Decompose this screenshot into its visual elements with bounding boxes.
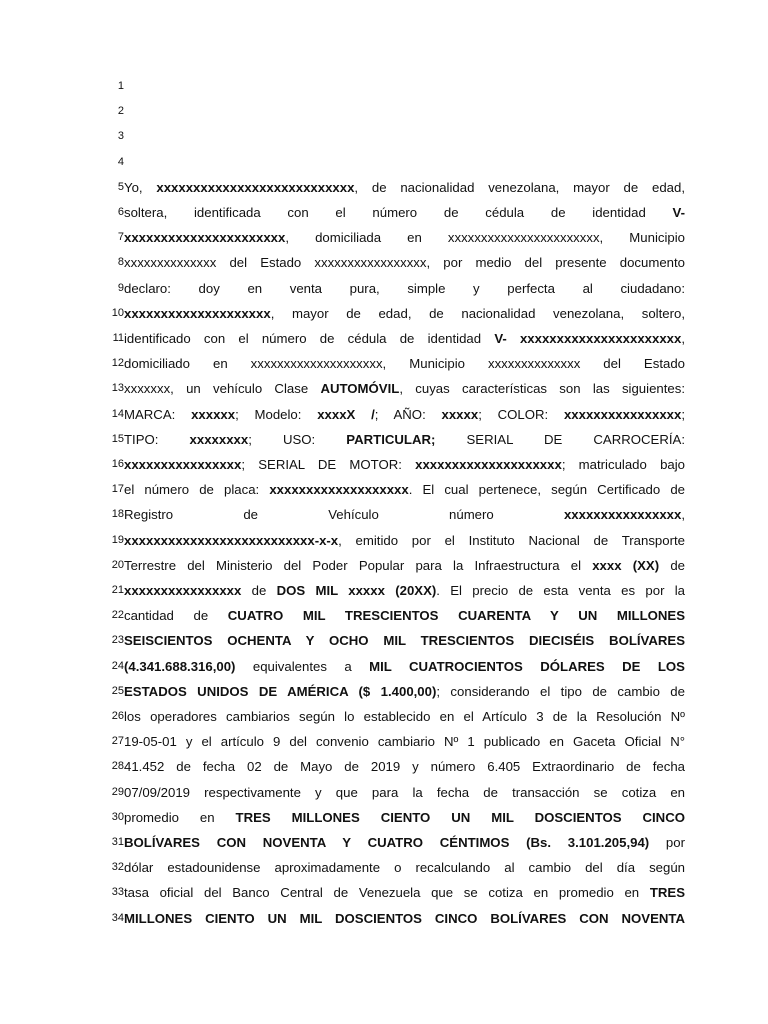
document-line: [0, 729, 768, 754]
bold-text: TRES: [649, 885, 685, 901]
bold-text: (4.341.688.316,00): [124, 658, 236, 674]
line-number: 20: [111, 558, 124, 571]
text-run: 07/09/2019 respectivamente y que para la fecha de transacción se cotiza en: [124, 784, 685, 800]
line-number: 4: [117, 155, 124, 168]
document-line: [0, 124, 768, 149]
bold-text: xxxxxxxxxxxxxxxxxxxxxxxxxxx: [156, 179, 355, 195]
text-run: xxxxxxxxxxxxxx del Estado xxxxxxxxxxxxxxxxx, por medio del presente documento: [124, 255, 685, 271]
bold-text: xxxxxxxxxxxxxxxx: [124, 583, 242, 598]
text-run: 19-05-01 y el artículo 9 del convenio cambiario Nº 1 publicado en Gaceta Oficial N°: [124, 734, 685, 750]
line-text: [124, 427, 685, 452]
document-line: [0, 906, 768, 931]
text-run: identificado con el número de cédula de identidad: [124, 331, 495, 346]
document-line: [0, 175, 768, 200]
bold-text: AUTOMÓVIL: [320, 381, 400, 397]
text-run: los operadores cambiarios según lo establecido en el Artículo 3 de la Resolución Nº: [124, 709, 685, 724]
bold-text: BOLÍVARES CON NOVENTA Y CUATRO CÉNTIMOS (Bs. 3.101.205,94): [124, 835, 650, 850]
document-line: [0, 250, 768, 275]
line-text: [124, 880, 685, 905]
line-text: [124, 654, 685, 679]
bold-text: xxxxx: [441, 406, 479, 422]
document-line: [0, 402, 768, 427]
text-run: ; SERIAL DE MOTOR:: [241, 457, 416, 472]
document-line: [0, 553, 768, 578]
text-run: declaro: doy en venta pura, simple y perfecta al ciudadano:: [124, 280, 685, 296]
text-run: promedio en: [124, 809, 236, 825]
line-text: [124, 225, 685, 250]
bold-text: xxxxxxxxxxxxxxxxxxxx: [124, 305, 271, 321]
line-text: [124, 250, 685, 275]
bold-text: xxxxxxxxxxxxxxxxxxx: [269, 482, 409, 498]
line-number: 34: [111, 911, 124, 924]
bold-text: xxxxxxxxxxxxxxxx: [124, 457, 242, 472]
line-number: 7: [117, 231, 124, 244]
line-text: [124, 528, 685, 553]
line-number: 17: [111, 483, 124, 496]
bold-text: xxxxxxxx: [189, 431, 249, 447]
line-text: [124, 200, 685, 225]
line-number: 23: [111, 634, 124, 647]
text-run: el número de placa:: [124, 482, 270, 498]
bold-text: xxxxxxxxxxxxxxxx: [563, 406, 682, 422]
text-run: 41.452 de fecha 02 de Mayo de 2019 y número 6.405 Extraordinario de fecha: [124, 759, 685, 775]
line-text: [124, 906, 685, 931]
document-line: [0, 200, 768, 225]
bold-text: xxxxxxxxxxxxxxxxxxxxxxxxxx-x-x: [124, 532, 339, 548]
text-run: ; AÑO:: [374, 406, 442, 422]
document-line: [0, 780, 768, 805]
bold-text: SEISCIENTOS OCHENTA Y OCHO MIL TRESCIENTOS DIECISÉIS BOLÍVARES: [124, 633, 685, 649]
line-number: 6: [117, 206, 124, 218]
line-number: 12: [111, 357, 124, 370]
bold-text: MILLONES CIENTO UN MIL DOSCIENTOS CINCO BOLÍVARES CON NOVENTA: [124, 910, 685, 926]
text-run: , emitido por el Instituto Nacional de Transporte: [338, 532, 685, 548]
line-text: [124, 477, 685, 502]
document-line: [0, 150, 768, 175]
line-text: [124, 402, 685, 427]
bold-text: PARTICULAR;: [346, 431, 436, 447]
bold-text: MIL CUATROCIENTOS DÓLARES DE LOS: [369, 658, 685, 674]
document-line: [0, 830, 768, 855]
document-line: [0, 855, 768, 880]
bold-text: ESTADOS UNIDOS DE AMÉRICA ($ 1.400,00): [124, 683, 437, 699]
line-number: 5: [117, 180, 124, 193]
line-text: [124, 452, 685, 477]
line-text: [124, 276, 685, 301]
line-number: 14: [111, 407, 124, 420]
document-line: [0, 654, 768, 679]
line-text: [124, 754, 685, 779]
line-number: 13: [111, 382, 124, 395]
text-run: equivalentes a: [235, 658, 370, 674]
text-run: Registro de Vehículo número: [124, 507, 564, 523]
document-line: [0, 502, 768, 527]
document-line: [0, 477, 768, 502]
line-number: 32: [111, 861, 124, 874]
text-run: , cuyas características son las siguientes:: [399, 381, 685, 397]
line-text: [124, 326, 685, 351]
text-run: cantidad de: [124, 608, 228, 624]
line-text: [124, 679, 685, 704]
document-line: [0, 326, 768, 351]
text-run: MARCA:: [124, 406, 192, 422]
text-run: . El precio de esta venta es por la: [436, 583, 685, 598]
line-text: [124, 729, 685, 754]
bold-text: V-: [672, 205, 685, 220]
line-number: 3: [117, 130, 124, 143]
line-text: [124, 704, 685, 729]
document-line: [0, 603, 768, 628]
line-text: [124, 855, 685, 880]
document-line: [0, 225, 768, 250]
line-number: 10: [111, 306, 124, 319]
line-text: [124, 376, 685, 401]
line-text: [124, 780, 685, 805]
document-line: [0, 704, 768, 729]
bold-text: xxxxxx: [191, 406, 236, 422]
text-run: Yo,: [124, 179, 157, 195]
line-number: 24: [111, 659, 124, 672]
line-number: 22: [111, 609, 124, 622]
document-line: [0, 528, 768, 553]
document-line: [0, 452, 768, 477]
document-line: [0, 628, 768, 653]
line-text: [124, 830, 685, 855]
line-text: [124, 553, 685, 578]
line-number: 26: [111, 710, 124, 722]
bold-text: xxxxxxxxxxxxxxxx: [563, 507, 682, 523]
line-number: 21: [111, 584, 124, 596]
bold-text: xxxxX /: [317, 406, 375, 422]
document-line: [0, 376, 768, 401]
text-run: ; Modelo:: [235, 406, 318, 422]
line-number: 19: [111, 533, 124, 546]
line-number: 28: [111, 760, 124, 773]
line-text: [124, 301, 685, 326]
text-run: ; considerando el tipo de cambio de: [436, 683, 685, 699]
bold-text: xxxx (XX): [592, 557, 660, 573]
line-text: [124, 351, 685, 376]
text-run: , domiciliada en xxxxxxxxxxxxxxxxxxxxxxx, Municipio: [285, 230, 685, 246]
document-line: [0, 805, 768, 830]
text-run: Terrestre del Ministerio del Poder Popular para la Infraestructura el: [124, 557, 593, 573]
document-line: [0, 427, 768, 452]
text-run: domiciliado en xxxxxxxxxxxxxxxxxxxx, Municipio xxxxxxxxxxxxxx del Estado: [124, 356, 685, 372]
text-run: ;: [681, 406, 685, 422]
text-run: , de nacionalidad venezolana, mayor de edad,: [354, 179, 685, 195]
text-run: ,: [681, 507, 685, 523]
document-line: [0, 301, 768, 326]
line-text: [124, 578, 685, 603]
text-run: ; matriculado bajo: [561, 457, 685, 472]
text-run: ,: [681, 331, 685, 346]
text-run: . El cual pertenece, según Certificado de: [408, 482, 685, 498]
line-number: 29: [111, 785, 124, 798]
line-number: 2: [117, 105, 124, 118]
text-run: por: [649, 835, 685, 850]
line-number: 30: [111, 810, 124, 823]
document-line: [0, 578, 768, 603]
line-number: 18: [111, 508, 124, 521]
bold-text: TRES MILLONES CIENTO UN MIL DOSCIENTOS CINCO: [235, 809, 685, 825]
line-number: 8: [117, 256, 124, 269]
document-line: [0, 880, 768, 905]
document-line: [0, 276, 768, 301]
text-run: xxxxxxx, un vehículo Clase: [124, 381, 321, 397]
line-number: 15: [111, 432, 124, 445]
text-run: ; COLOR:: [478, 406, 564, 422]
line-number: 11: [112, 332, 124, 344]
text-run: dólar estadounidense aproximadamente o recalculando al cambio del día según: [124, 860, 685, 876]
bold-text: xxxxxxxxxxxxxxxxxxxxxx: [124, 230, 286, 246]
line-number: 1: [117, 80, 124, 92]
text-run: de: [241, 583, 277, 598]
text-run: , mayor de edad, de nacionalidad venezolana, soltero,: [270, 305, 685, 321]
line-text: [124, 175, 685, 200]
text-run: tasa oficial del Banco Central de Venezuela que se cotiza en promedio en: [124, 885, 650, 901]
line-number: 25: [111, 684, 124, 697]
text-run: ; USO:: [248, 431, 347, 447]
bold-text: DOS MIL xxxxx (20XX): [276, 583, 437, 598]
bold-text: xxxxxxxxxxxxxxxxxxxx: [415, 457, 562, 472]
line-number: 31: [111, 836, 124, 848]
document-line: [0, 99, 768, 124]
line-text: [124, 628, 685, 653]
text-run: de: [659, 557, 685, 573]
document-line: [0, 351, 768, 376]
line-number: 16: [111, 458, 124, 470]
text-run: SERIAL DE CARROCERÍA:: [435, 431, 685, 447]
line-text: [124, 805, 685, 830]
line-number: 9: [117, 281, 124, 294]
document-line: [0, 679, 768, 704]
line-text: [124, 502, 685, 527]
line-number: 33: [111, 886, 124, 899]
line-number: 27: [111, 735, 124, 748]
document-line: [0, 74, 768, 99]
text-run: TIPO:: [124, 431, 190, 447]
bold-text: CUATRO MIL TRESCIENTOS CUARENTA Y UN MILLONES: [227, 608, 685, 624]
line-text: [124, 603, 685, 628]
bold-text: V- xxxxxxxxxxxxxxxxxxxxxx: [494, 331, 682, 346]
document-line: [0, 754, 768, 779]
text-run: soltera, identificada con el número de cédula de identidad: [124, 205, 673, 220]
